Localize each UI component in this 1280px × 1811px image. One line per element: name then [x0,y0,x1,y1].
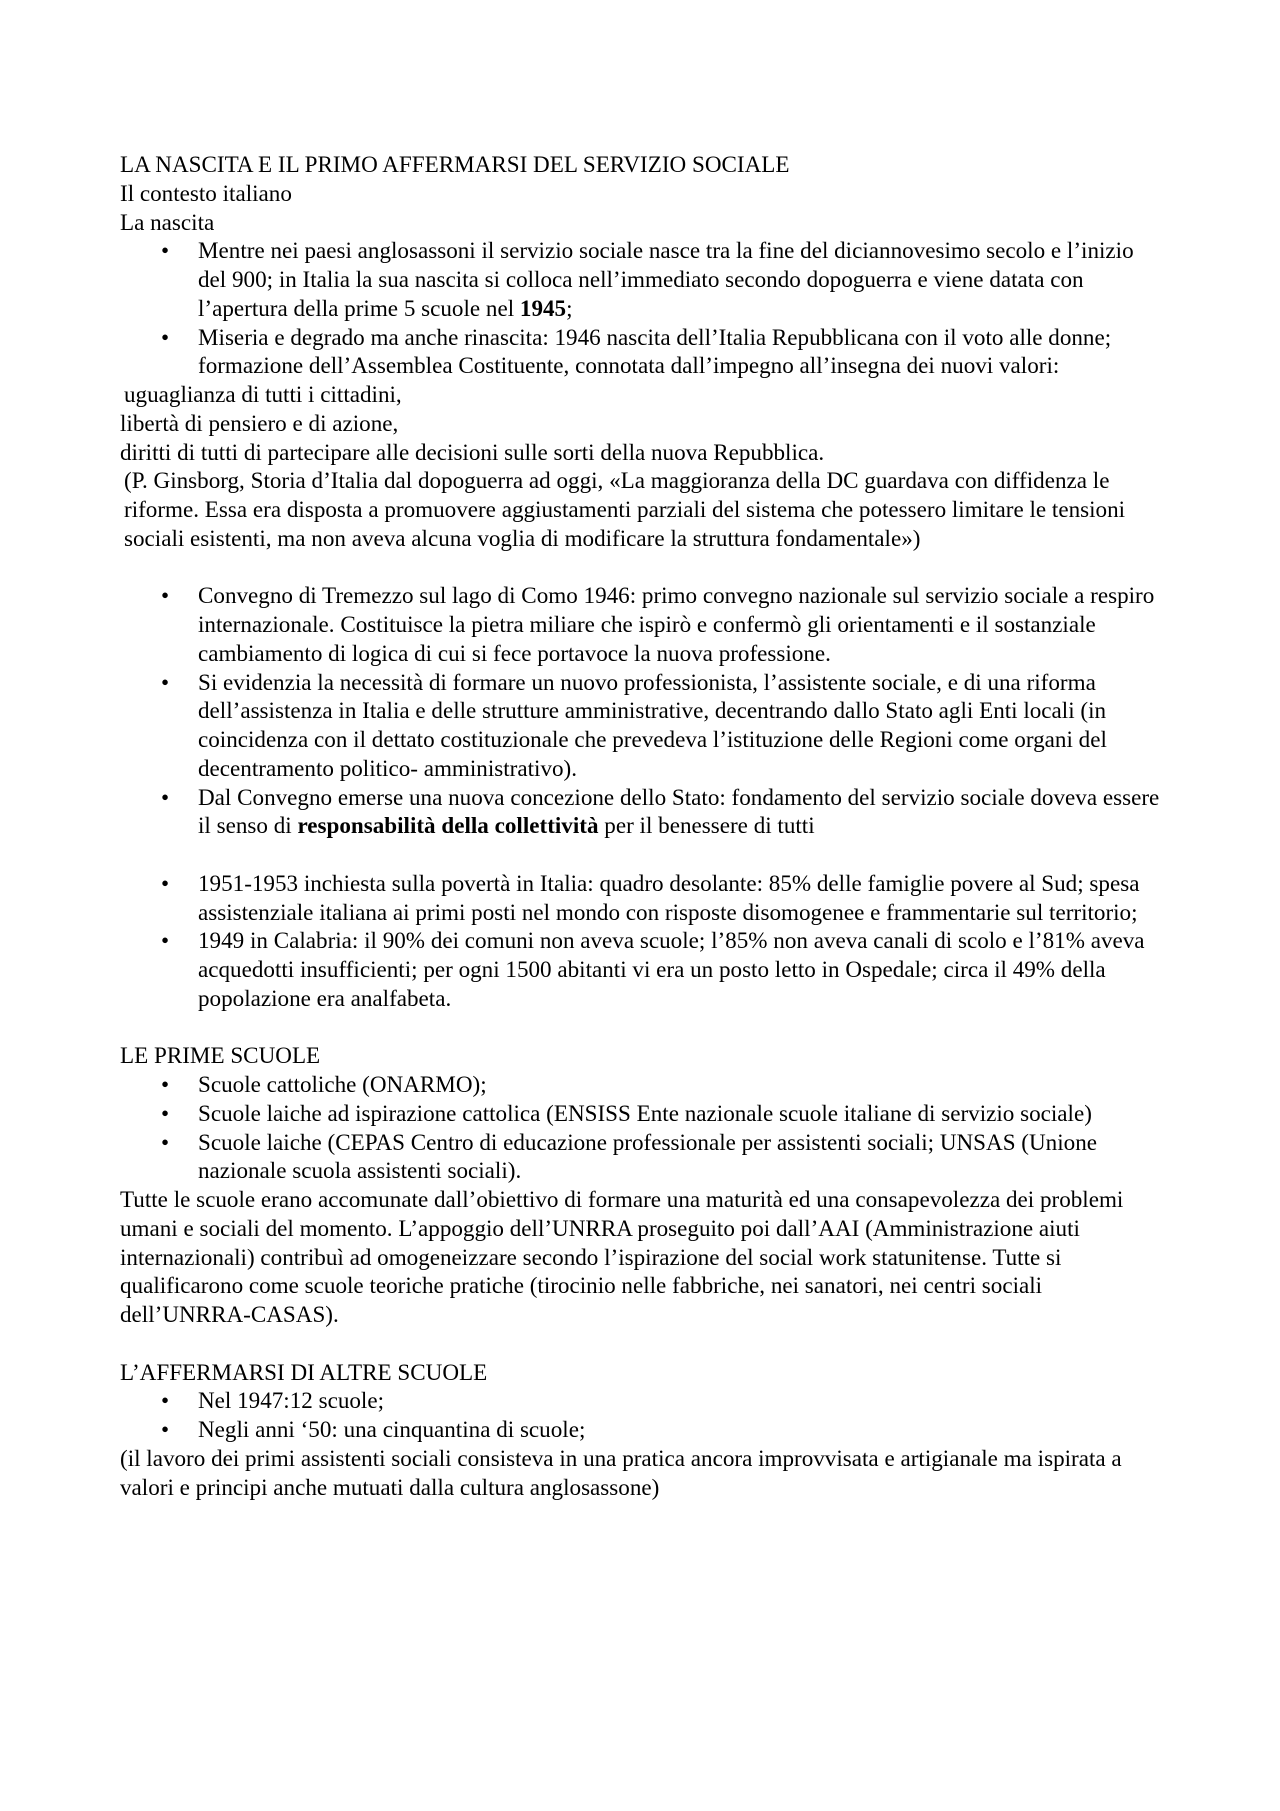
bullet-text: Miseria e degrado ma anche rinascita: 1946 nascita dell’Italia Repubblicana con il voto alle donne; formazione dell’Assemblea Costituente, connotata dall’impegno all’insegna dei nuovi valori: [198,323,1112,379]
section-context: Il contesto italiano [120,179,292,206]
document-title: LA NASCITA E IL PRIMO AFFERMARSI DEL SERVIZIO SOCIALE [120,151,790,177]
inchiesta-list [120,869,1160,1013]
section-nascita: La nascita [120,208,215,235]
convegno-list [120,581,1160,840]
prime-scuole-paragraph: Tutte le scuole erano accomunate dall’obiettivo di formare una maturità ed una consapevolezza dei problemi umani e sociali del momento. L’appoggio dell’UNRRA proseguito poi dall’AAI (Amministrazione aiuti internazionali) contribuì ad omogeneizzare secondo l’ispirazione del social work statunitense. Tutte si qualificarono come scuole teoriche pratiche (tirocinio nelle fabbriche, nei sanatori, nei centri sociali dell’UNRRA-CASAS). [120,1186,1124,1327]
bullet-text: Convegno di Tremezzo sul lago di Como 1946: primo convegno nazionale sul servizio sociale a respiro internazionale. Costituisce la pietra miliare che ispirò e confermò gli orientamenti e il sostanziale cambiamento di logica di cui si fece portavoce la nuova professione. [198,582,1155,666]
list-item: • Scuole laiche (CEPAS Centro di educazione professionale per assistenti sociali; UNSAS (Unione nazionale scuola assistenti sociali). [120,1128,1160,1186]
list-item [120,668,1160,783]
list-item: • 1951-1953 inchiesta sulla povertà in Italia: quadro desolante: 85% delle famiglie povere al Sud; spesa assistenziale italiana ai primi posti nel mondo con risposte disomogenee e frammentarie sul territorio; [120,869,1160,927]
list-item: • Negli anni ‘50: una cinquantina di scuole; [120,1415,1160,1444]
list-item: • Nel 1947:12 scuole; [120,1386,1160,1415]
altre-scuole-list [120,1386,1160,1444]
bullet-text: Dal Convegno emerse una nuova concezione dello Stato: fondamento del servizio sociale doveva essere il senso di [198,783,1160,839]
bold-year: 1945 [519,294,567,321]
list-item [120,581,1160,667]
list-item: • Scuole cattoliche (ONARMO); [120,1070,1160,1099]
bullet-text: Mentre nei paesi anglosassoni il servizio sociale nasce tra la fine del diciannovesimo secolo e l’inizio del 900; in Italia la sua nascita si colloca nell’immediato secondo dopoguerra e viene datata con l’apertura della prime 5 scuole nel [198,237,1134,321]
citation-paragraph: (P. Ginsborg, Storia d’Italia dal dopoguerra ad oggi, «La maggioranza della DC guardava con diffidenza le riforme. Essa era disposta a promuovere aggiustamenti parziali del sistema che potessero limitare le tensioni sociali esistenti, ma non aveva alcuna voglia di modificare la struttura fondamentale») [124,467,1126,551]
list-item [120,323,1160,381]
spacer [120,553,1160,582]
bold-phrase: responsabilità della collettività [297,812,599,839]
list-item [120,236,1160,322]
spacer [120,840,1160,869]
spacer [120,1013,1160,1042]
valore-line: uguaglianza di tutti i cittadini, [124,381,402,407]
list-item: • 1949 in Calabria: il 90% dei comuni non aveva scuole; l’85% non aveva canali di scolo e l’81% aveva acquedotti insufficienti; per ogni 1500 abitanti vi era un posto letto in Ospedale; circa il 49% della popolazione era analfabeta. [120,926,1160,1012]
bullet-text-end: ; [566,294,573,321]
valore-line: diritti di tutti di partecipare alle decisioni sulle sorti della nuova Repubblica. [120,438,825,465]
bullet-text-end: per il benessere di tutti [598,812,815,839]
prime-scuole-list [120,1070,1160,1185]
spacer [120,1329,1160,1358]
section-heading-prime-scuole: LE PRIME SCUOLE [120,1042,321,1069]
nascita-list [120,236,1160,380]
valore-line: libertà di pensiero e di azione, [120,409,399,436]
list-item [120,783,1160,841]
altre-scuole-paragraph: (il lavoro dei primi assistenti sociali consisteva in una pratica ancora improvvisata e artigianale ma ispirata a valori e principi anche mutuati dalla cultura anglosassone) [120,1444,1122,1500]
bullet-text: Si evidenzia la necessità di formare un nuovo professionista, l’assistente sociale, e di una riforma dell’assistenza in Italia e delle strutture amministrative, decentrando dallo Stato agli Enti locali (in coincidenza con il dettato costituzionale che prevedeva l’istituzione delle Regioni come organi del decentramento politico- amministrativo). [198,668,1107,781]
list-item: • Scuole laiche ad ispirazione cattolica (ENSISS Ente nazionale scuole italiane di servizio sociale) [120,1099,1160,1128]
section-heading-altre-scuole: L’AFFERMARSI DI ALTRE SCUOLE [120,1358,488,1385]
